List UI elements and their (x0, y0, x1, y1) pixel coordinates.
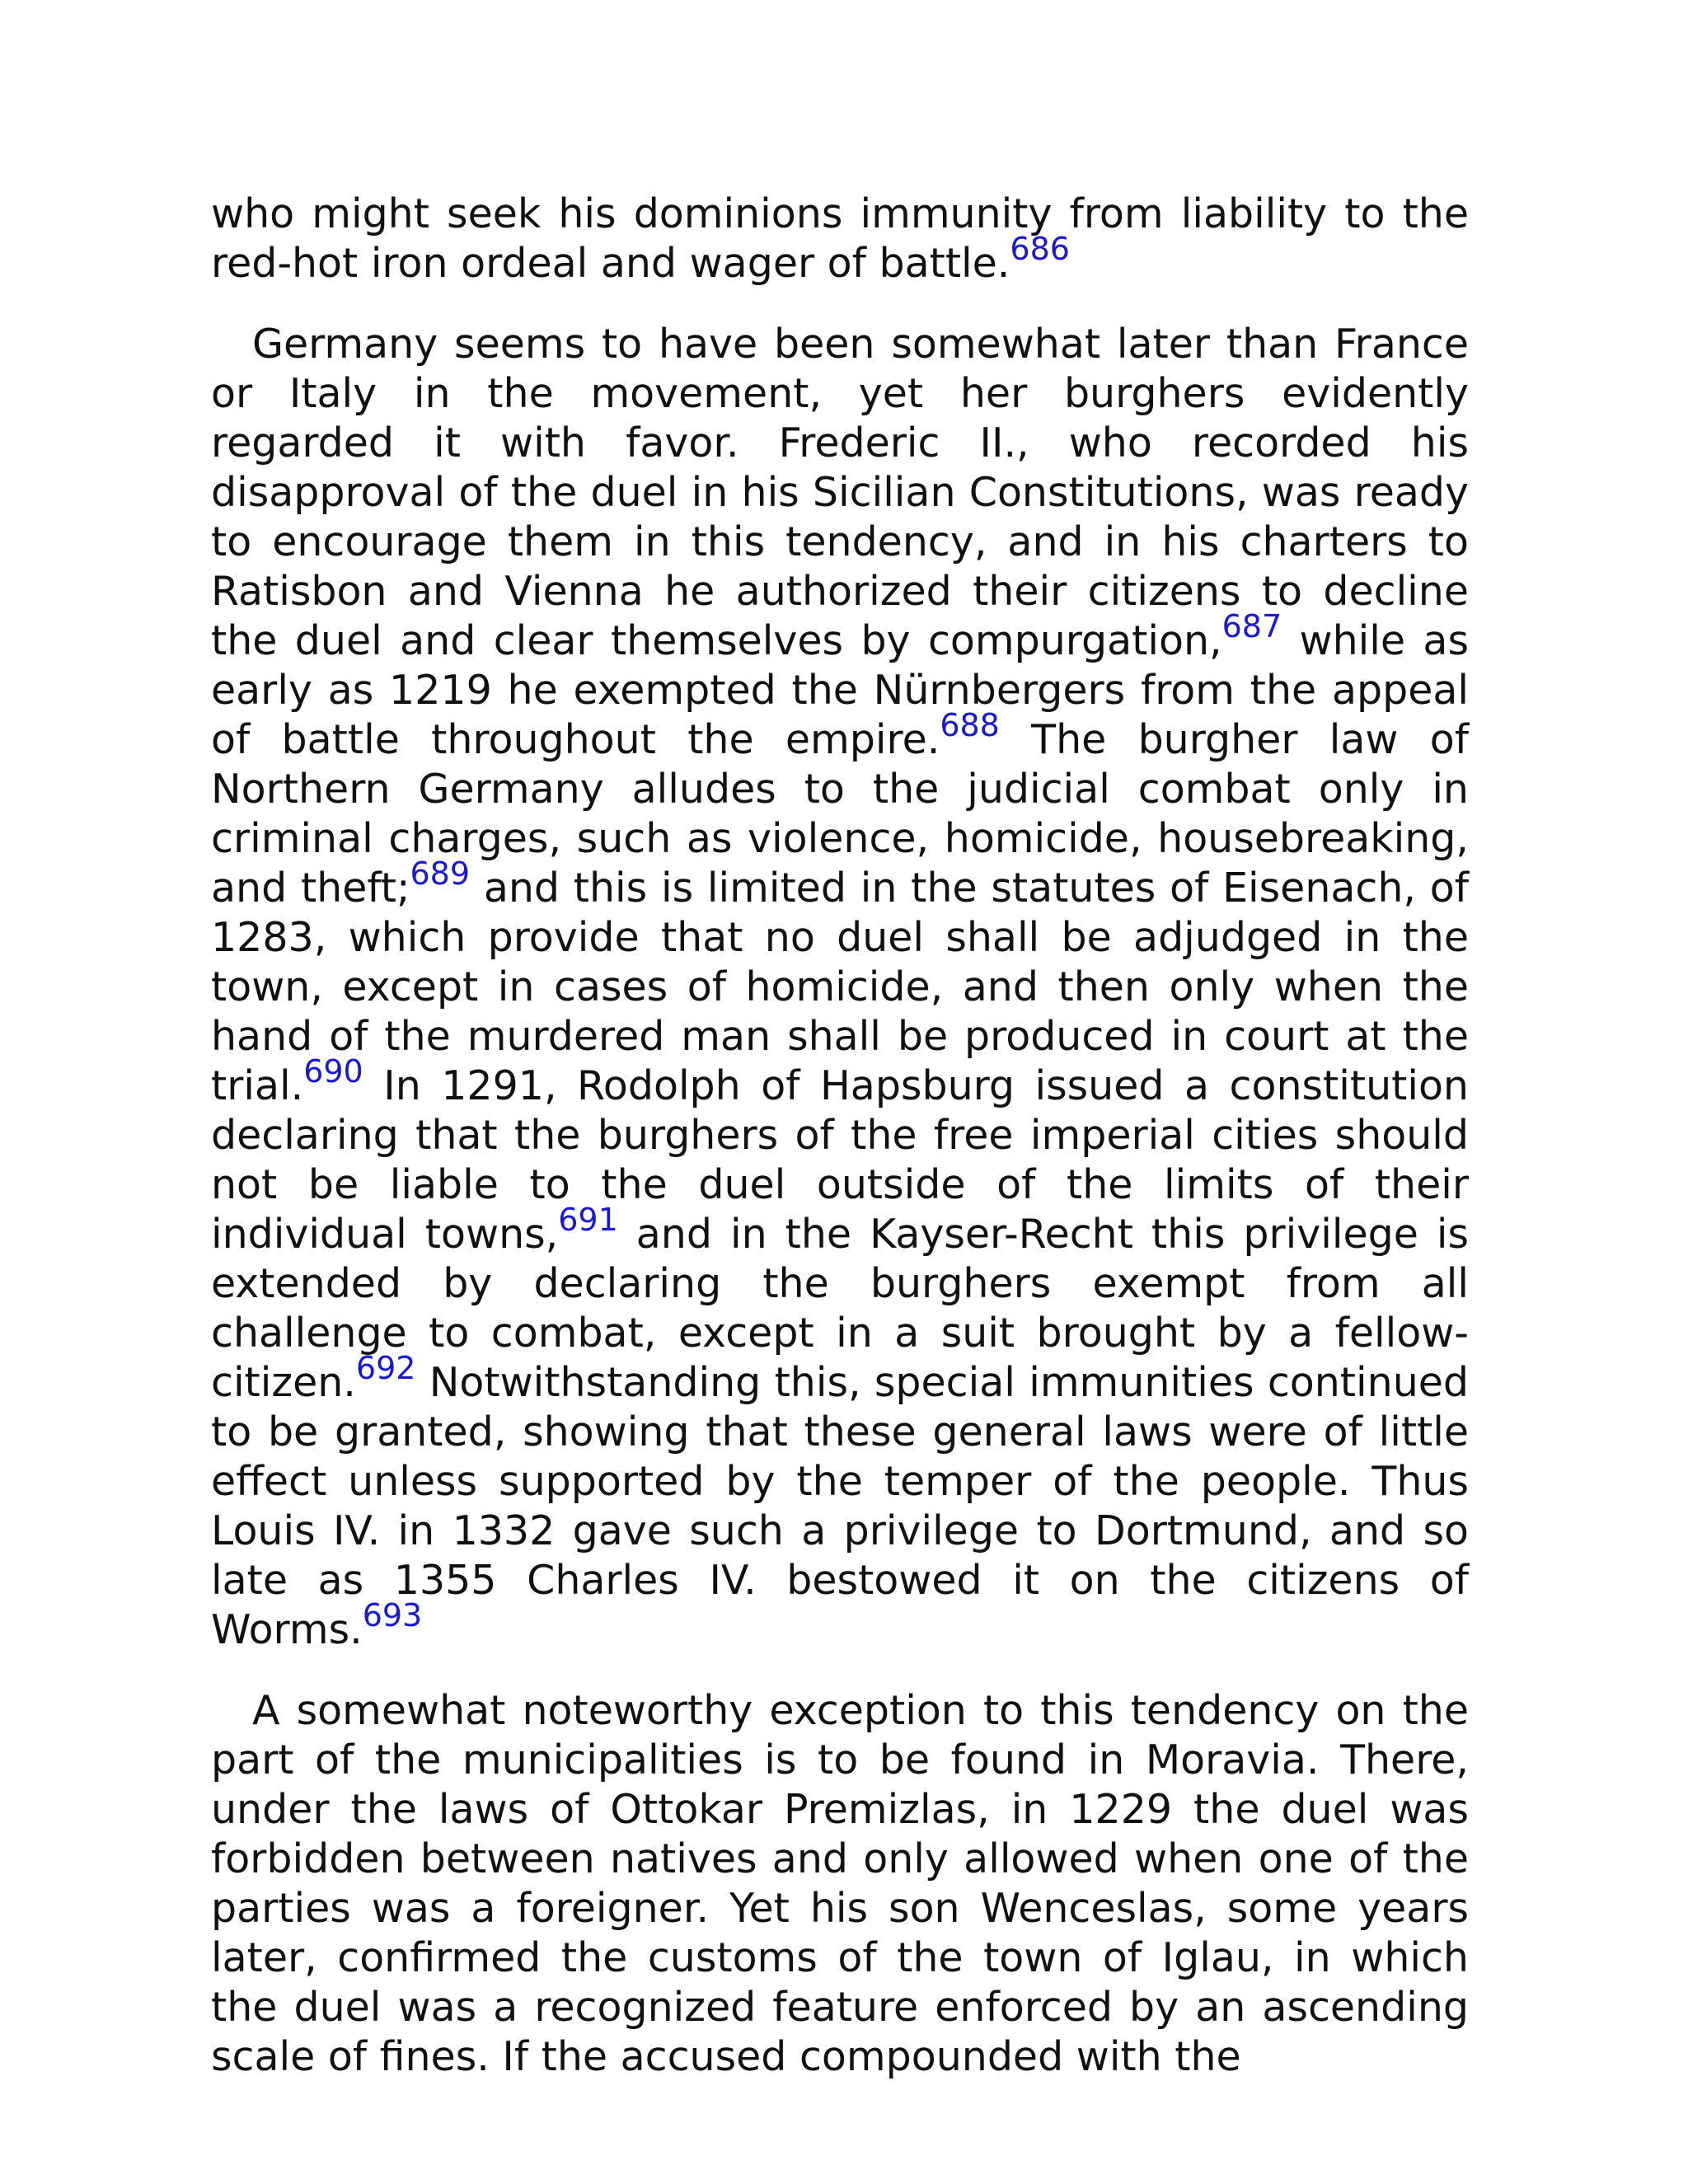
footnote-link[interactable]: 693 (362, 1597, 423, 1634)
footnote-link[interactable]: 687 (1221, 608, 1282, 645)
footnote-link[interactable]: 690 (303, 1053, 363, 1090)
paragraph (211, 190, 1469, 288)
footnote-link[interactable]: 688 (940, 707, 1000, 744)
paragraph-text: while as early as 1219 he exempted the Nürnbergers from the appeal of battle throughout the empire. (211, 617, 1469, 763)
footnote-link[interactable]: 691 (558, 1202, 618, 1239)
paragraph (211, 1686, 1469, 2082)
page-body (211, 190, 1469, 2113)
paragraph-text: Notwithstanding this, special immunities continued to be granted, showing that these general laws were of little effect unless supported by the temper of the people. Thus Louis IV. in 1332 gave such a privilege to Dortmund, and so late as 1355 Charles IV. bestowed it on the citizens of Worms. (211, 1359, 1469, 1653)
paragraph-text: and in the Kayser-Recht this privilege is extended by declaring the burghers exempt from all challenge to combat, except in a suit brought by a fellow-citizen. (211, 1211, 1469, 1406)
paragraph-text: The burgher law of Northern Germany alludes to the judicial combat only in criminal charges, such as violence, homicide, housebreaking, and theft; (211, 716, 1469, 912)
paragraph-text: who might seek his dominions immunity from liability to the red-hot iron ordeal and wager of battle. (211, 190, 1469, 287)
paragraph-text: A somewhat noteworthy exception to this tendency on the part of the municipalities is to be found in Moravia. There, under the laws of Ottokar Premizlas, in 1229 the duel was forbidden between natives and only allowed when one of the parties was a foreigner. Yet his son Wenceslas, some years later, confirmed the customs of the town of Iglau, in which the duel was a recognized feature enforced by an ascending scale of fines. If the accused compounded with the (211, 1687, 1469, 2080)
footnote-link[interactable]: 686 (1010, 231, 1070, 268)
footnote-link[interactable]: 689 (410, 855, 471, 893)
paragraph-text: and this is limited in the statutes of Eisenach, of 1283, which provide that no duel shall be adjudged in the town, except in cases of homicide, and then only when the hand of the murdered man shall be produced in court at the trial. (211, 865, 1469, 1109)
footnote-link[interactable]: 692 (355, 1350, 416, 1387)
paragraph (211, 320, 1469, 1655)
paragraph-text: Germany seems to have been somewhat later than France or Italy in the movement, yet her burghers evidently regarded it with favor. Frederic II., who recorded his disapproval of the duel in his Sicilian Constitutions, was ready to encourage them in this tendency, and in his charters to Ratisbon and Vienna he authorized their citizens to decline the duel and clear themselves by compurgation, (211, 321, 1469, 664)
paragraph-text: In 1291, Rodolph of Hapsburg issued a constitution declaring that the burghers of the free imperial cities should not be liable to the duel outside of the limits of their individual towns, (211, 1062, 1469, 1258)
